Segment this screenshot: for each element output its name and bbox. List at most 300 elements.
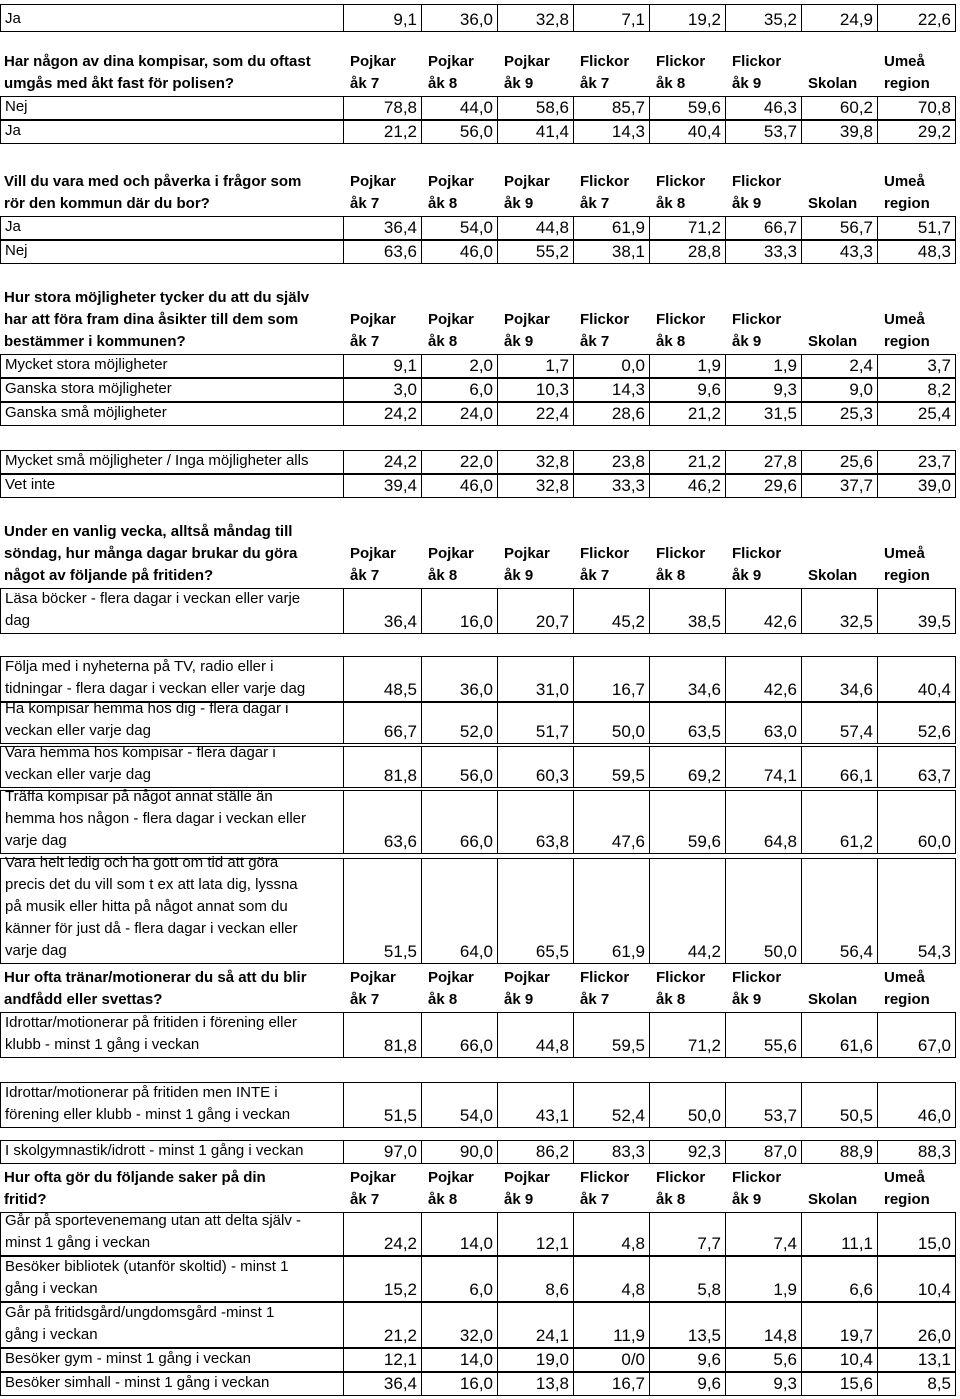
value-cell: 53,7 (726, 120, 802, 144)
value-cell: 44,8 (498, 216, 574, 240)
label-line: veckan eller varje dag (5, 766, 151, 783)
value-cell: 50,0 (574, 702, 650, 744)
table-row (0, 1082, 960, 1128)
value-cell: 56,4 (802, 858, 878, 964)
table-row (0, 790, 960, 854)
label-line: Vara helt ledig och ha gott om tid att göra (5, 854, 279, 871)
label-line: Träffa kompisar på något annat ställe än (5, 788, 273, 805)
column-header-line: Flickor (732, 545, 782, 562)
row-label (0, 4, 344, 32)
table-row (0, 1256, 960, 1302)
column-header-line: Flickor (732, 53, 782, 70)
column-header-line (808, 171, 878, 193)
value-cell: 67,0 (878, 1012, 956, 1058)
label-line: Ha kompisar hemma hos dig - flera dagar i (5, 700, 289, 717)
column-header (428, 48, 498, 96)
question-header-row (0, 48, 960, 96)
label-line: precis det du vill som t ex att lata dig, lyssna (5, 876, 298, 893)
table-row (0, 402, 960, 426)
column-header-line: Pojkar (504, 969, 550, 986)
column-header (656, 288, 726, 354)
column-header (504, 288, 574, 354)
column-header-line: Flickor (656, 311, 706, 328)
value-cell: 36,0 (422, 4, 498, 32)
value-cell: 56,7 (802, 216, 878, 240)
column-header (504, 170, 574, 216)
value-cell: 14,0 (422, 1212, 498, 1256)
column-header-line: region (884, 75, 930, 92)
column-header-line: åk 8 (428, 991, 458, 1008)
column-header-line: åk 9 (504, 195, 534, 212)
value-cell: 0/0 (574, 1348, 650, 1372)
label-line: Besöker bibliotek (utanför skoltid) - minst 1 (5, 1258, 289, 1275)
column-header-line: åk 7 (350, 567, 380, 584)
value-cell: 66,7 (726, 216, 802, 240)
column-header (656, 964, 726, 1012)
column-header (428, 964, 498, 1012)
value-cell: 36,0 (422, 656, 498, 702)
label-line: Vet inte (5, 476, 56, 493)
row-label (0, 216, 344, 240)
value-cell: 35,2 (726, 4, 802, 32)
value-cell: 48,3 (878, 240, 956, 264)
table-row (0, 702, 960, 744)
value-cell: 56,0 (422, 120, 498, 144)
column-header-line: åk 9 (732, 195, 762, 212)
column-header (884, 288, 956, 354)
value-cell: 24,2 (344, 402, 422, 426)
value-cell: 55,2 (498, 240, 574, 264)
label-line: Idrottar/motionerar på fritiden men INTE i (5, 1084, 278, 1101)
column-header (732, 48, 802, 96)
column-header-line: åk 8 (428, 1191, 458, 1208)
value-cell: 34,6 (802, 656, 878, 702)
value-cell: 27,8 (726, 450, 802, 474)
table-row (0, 450, 960, 474)
column-header (808, 170, 878, 216)
column-header-line: Flickor (580, 545, 630, 562)
column-header (808, 520, 878, 588)
value-cell: 16,7 (574, 1372, 650, 1396)
column-header-line (808, 51, 878, 73)
column-header (732, 170, 802, 216)
value-cell: 64,8 (726, 790, 802, 854)
value-cell: 6,0 (422, 378, 498, 402)
value-cell: 60,0 (878, 790, 956, 854)
column-header (656, 1164, 726, 1212)
column-header (580, 288, 650, 354)
value-cell: 61,2 (802, 790, 878, 854)
value-cell: 45,2 (574, 588, 650, 634)
column-header-line: Skolan (808, 195, 858, 212)
label-line: söndag, hur många dagar brukar du göra (4, 545, 298, 562)
value-cell: 21,2 (650, 450, 726, 474)
value-cell: 59,5 (574, 746, 650, 788)
column-header (350, 288, 422, 354)
value-cell: 26,0 (878, 1302, 956, 1348)
value-cell: 16,0 (422, 1372, 498, 1396)
value-cell: 2,4 (802, 354, 878, 378)
table-row (0, 96, 960, 120)
value-cell: 10,3 (498, 378, 574, 402)
column-header-line: åk 8 (428, 333, 458, 350)
value-cell: 13,8 (498, 1372, 574, 1396)
column-header-line: region (884, 333, 930, 350)
value-cell: 42,6 (726, 656, 802, 702)
table-row (0, 1302, 960, 1348)
table-row (0, 354, 960, 378)
value-cell: 6,6 (802, 1256, 878, 1302)
value-cell: 20,7 (498, 588, 574, 634)
value-cell: 4,8 (574, 1212, 650, 1256)
question-header-row (0, 1164, 960, 1212)
value-cell: 28,6 (574, 402, 650, 426)
row-label (0, 354, 344, 378)
value-cell: 43,1 (498, 1082, 574, 1128)
column-header (580, 1164, 650, 1212)
column-header-line: åk 8 (428, 195, 458, 212)
value-cell: 41,4 (498, 120, 574, 144)
value-cell: 63,7 (878, 746, 956, 788)
value-cell: 16,7 (574, 656, 650, 702)
value-cell: 15,0 (878, 1212, 956, 1256)
value-cell: 85,7 (574, 96, 650, 120)
label-line: har att föra fram dina åsikter till dem som (4, 311, 299, 328)
value-cell: 23,8 (574, 450, 650, 474)
value-cell: 46,2 (650, 474, 726, 498)
value-cell: 39,8 (802, 120, 878, 144)
value-cell: 43,3 (802, 240, 878, 264)
value-cell: 9,6 (650, 378, 726, 402)
column-header-line: Flickor (656, 1169, 706, 1186)
table-row (0, 854, 960, 964)
column-header-line: åk 7 (580, 75, 610, 92)
question-text (0, 48, 344, 96)
table-row (0, 120, 960, 144)
column-header (504, 48, 574, 96)
question-text (0, 1164, 344, 1212)
column-header-line: Pojkar (428, 1169, 474, 1186)
value-cell: 19,2 (650, 4, 726, 32)
column-header-line: åk 7 (580, 195, 610, 212)
value-cell: 78,8 (344, 96, 422, 120)
column-header (504, 520, 574, 588)
label-line: Mycket stora möjligheter (5, 356, 168, 373)
value-cell: 57,4 (802, 702, 878, 744)
table-row (0, 1012, 960, 1058)
value-cell: 90,0 (422, 1140, 498, 1164)
value-cell: 8,2 (878, 378, 956, 402)
question-text (0, 288, 344, 354)
value-cell: 14,0 (422, 1348, 498, 1372)
value-cell: 50,0 (726, 858, 802, 964)
table-row (0, 240, 960, 264)
column-header (732, 288, 802, 354)
label-line: Nej (5, 98, 28, 115)
column-header-line: Umeå (884, 53, 925, 70)
value-cell: 54,0 (422, 216, 498, 240)
label-line: rör den kommun där du bor? (4, 195, 210, 212)
column-header-line: åk 7 (580, 991, 610, 1008)
label-line: andfådd eller svettas? (4, 991, 163, 1008)
value-cell: 32,0 (422, 1302, 498, 1348)
value-cell: 52,0 (422, 702, 498, 744)
column-header (884, 964, 956, 1012)
label-line: Ganska stora möjligheter (5, 380, 172, 397)
column-header-line: åk 7 (350, 75, 380, 92)
label-line: gång i veckan (5, 1326, 98, 1343)
value-cell: 19,7 (802, 1302, 878, 1348)
table-row (0, 1140, 960, 1164)
question-header-row (0, 170, 960, 216)
value-cell: 66,7 (344, 702, 422, 744)
label-line: Ja (5, 122, 21, 139)
column-header (656, 48, 726, 96)
row-label (0, 790, 344, 854)
value-cell: 28,8 (650, 240, 726, 264)
row-label (0, 120, 344, 144)
column-header (884, 520, 956, 588)
label-line: varje dag (5, 942, 67, 959)
value-cell: 60,2 (802, 96, 878, 120)
value-cell: 13,5 (650, 1302, 726, 1348)
label-line: fritid? (4, 1191, 47, 1208)
label-line: Ganska små möjligheter (5, 404, 167, 421)
column-header-line: åk 8 (656, 333, 686, 350)
row-label (0, 702, 344, 744)
column-header-line: Pojkar (428, 311, 474, 328)
column-header-line (808, 967, 878, 989)
value-cell: 44,0 (422, 96, 498, 120)
row-label (0, 854, 344, 964)
value-cell: 54,3 (878, 858, 956, 964)
table-row (0, 1348, 960, 1372)
value-cell: 2,0 (422, 354, 498, 378)
question-header-row (0, 288, 960, 354)
label-line: Ja (5, 10, 21, 27)
value-cell: 52,4 (574, 1082, 650, 1128)
column-header (504, 964, 574, 1012)
column-header-line: Flickor (656, 969, 706, 986)
row-label (0, 1212, 344, 1256)
table-row (0, 588, 960, 634)
value-cell: 12,1 (344, 1348, 422, 1372)
value-cell: 21,2 (344, 120, 422, 144)
column-header-line: åk 8 (656, 567, 686, 584)
value-cell: 40,4 (878, 656, 956, 702)
value-cell: 33,3 (726, 240, 802, 264)
value-cell: 9,3 (726, 1372, 802, 1396)
value-cell: 44,2 (650, 858, 726, 964)
value-cell: 51,5 (344, 858, 422, 964)
value-cell: 51,7 (498, 702, 574, 744)
column-header-line: Flickor (656, 545, 706, 562)
value-cell: 14,8 (726, 1302, 802, 1348)
column-header (808, 48, 878, 96)
value-cell: 1,9 (726, 354, 802, 378)
column-header-line: Pojkar (428, 53, 474, 70)
column-header (656, 170, 726, 216)
value-cell: 11,1 (802, 1212, 878, 1256)
column-header-line: Pojkar (350, 969, 396, 986)
column-header-line: åk 7 (350, 333, 380, 350)
value-cell: 22,4 (498, 402, 574, 426)
value-cell: 24,9 (802, 4, 878, 32)
value-cell: 61,6 (802, 1012, 878, 1058)
value-cell: 33,3 (574, 474, 650, 498)
column-header-line: Umeå (884, 545, 925, 562)
value-cell: 63,6 (344, 790, 422, 854)
value-cell: 61,9 (574, 216, 650, 240)
value-cell: 55,6 (726, 1012, 802, 1058)
column-header-line: Skolan (808, 333, 858, 350)
value-cell: 21,2 (650, 402, 726, 426)
label-line: Nej (5, 242, 28, 259)
column-header-line: Pojkar (428, 545, 474, 562)
column-header-line: åk 7 (350, 1191, 380, 1208)
table-row (0, 1372, 960, 1396)
value-cell: 59,6 (650, 790, 726, 854)
row-label (0, 656, 344, 702)
column-header-line: Flickor (732, 311, 782, 328)
column-header-line (808, 543, 878, 565)
column-header-line: Flickor (732, 173, 782, 190)
value-cell: 22,0 (422, 450, 498, 474)
value-cell: 1,9 (726, 1256, 802, 1302)
column-header-line: Pojkar (350, 1169, 396, 1186)
column-header-line: Skolan (808, 567, 858, 584)
column-header-line: Skolan (808, 1191, 858, 1208)
column-header-line: åk 9 (732, 75, 762, 92)
value-cell: 44,8 (498, 1012, 574, 1058)
row-label (0, 402, 344, 426)
value-cell: 32,5 (802, 588, 878, 634)
column-header (808, 288, 878, 354)
value-cell: 14,3 (574, 378, 650, 402)
value-cell: 81,8 (344, 746, 422, 788)
value-cell: 9,1 (344, 354, 422, 378)
row-label (0, 1348, 344, 1372)
row-label (0, 1302, 344, 1348)
value-cell: 51,7 (878, 216, 956, 240)
value-cell: 61,9 (574, 858, 650, 964)
label-line: minst 1 gång i veckan (5, 1234, 151, 1251)
column-header (580, 964, 650, 1012)
value-cell: 23,7 (878, 450, 956, 474)
column-header-line: Flickor (580, 53, 630, 70)
column-header-line: åk 9 (504, 567, 534, 584)
question-text (0, 170, 344, 216)
row-label (0, 1082, 344, 1128)
column-header (580, 48, 650, 96)
table-row (0, 746, 960, 788)
column-header-line: åk 9 (504, 333, 534, 350)
value-cell: 66,1 (802, 746, 878, 788)
value-cell: 66,0 (422, 790, 498, 854)
value-cell: 25,6 (802, 450, 878, 474)
label-line: gång i veckan (5, 1280, 98, 1297)
value-cell: 15,2 (344, 1256, 422, 1302)
column-header-line: region (884, 567, 930, 584)
column-header-line: Flickor (656, 53, 706, 70)
column-header-line: åk 9 (504, 1191, 534, 1208)
value-cell: 58,6 (498, 96, 574, 120)
value-cell: 87,0 (726, 1140, 802, 1164)
value-cell: 74,1 (726, 746, 802, 788)
column-header (428, 520, 498, 588)
column-header-line: Pojkar (504, 1169, 550, 1186)
column-header (350, 520, 422, 588)
column-header (428, 288, 498, 354)
label-line: Under en vanlig vecka, alltså måndag till (4, 523, 293, 540)
value-cell: 65,5 (498, 858, 574, 964)
value-cell: 36,4 (344, 216, 422, 240)
value-cell: 97,0 (344, 1140, 422, 1164)
value-cell: 51,5 (344, 1082, 422, 1128)
value-cell: 47,6 (574, 790, 650, 854)
column-header-line: åk 9 (732, 333, 762, 350)
column-header (884, 48, 956, 96)
column-header (428, 170, 498, 216)
label-line: umgås med åkt fast för polisen? (4, 75, 235, 92)
column-header-line (808, 1167, 878, 1189)
column-header-line: Pojkar (504, 53, 550, 70)
value-cell: 9,6 (650, 1372, 726, 1396)
row-label (0, 378, 344, 402)
value-cell: 14,3 (574, 120, 650, 144)
value-cell: 39,5 (878, 588, 956, 634)
column-header-line: region (884, 1191, 930, 1208)
label-line: Vill du vara med och påverka i frågor som (4, 173, 302, 190)
value-cell: 6,0 (422, 1256, 498, 1302)
value-cell: 31,5 (726, 402, 802, 426)
table-row (0, 656, 960, 702)
value-cell: 83,3 (574, 1140, 650, 1164)
value-cell: 9,3 (726, 378, 802, 402)
label-line: Ja (5, 218, 21, 235)
column-header-line: Pojkar (504, 311, 550, 328)
value-cell: 24,1 (498, 1302, 574, 1348)
column-header (884, 1164, 956, 1212)
value-cell: 38,1 (574, 240, 650, 264)
column-header-line: åk 8 (428, 75, 458, 92)
column-header-line: Umeå (884, 311, 925, 328)
label-line: I skolgymnastik/idrott - minst 1 gång i veckan (5, 1142, 304, 1159)
column-header-line: åk 8 (656, 75, 686, 92)
column-header-line: åk 9 (732, 1191, 762, 1208)
value-cell: 66,0 (422, 1012, 498, 1058)
value-cell: 54,0 (422, 1082, 498, 1128)
label-line: veckan eller varje dag (5, 722, 151, 739)
column-header-line: Umeå (884, 173, 925, 190)
column-header-line: Umeå (884, 969, 925, 986)
question-header-row (0, 520, 960, 588)
value-cell: 63,0 (726, 702, 802, 744)
question-text (0, 520, 344, 588)
label-line: bestämmer i kommunen? (4, 333, 186, 350)
value-cell: 32,8 (498, 450, 574, 474)
value-cell: 10,4 (802, 1348, 878, 1372)
value-cell: 88,3 (878, 1140, 956, 1164)
row-label (0, 588, 344, 634)
value-cell: 38,5 (650, 588, 726, 634)
column-header-line: åk 7 (350, 991, 380, 1008)
value-cell: 42,6 (726, 588, 802, 634)
column-header-line: Flickor (656, 173, 706, 190)
column-header-line: Flickor (580, 173, 630, 190)
value-cell: 11,9 (574, 1302, 650, 1348)
row-label (0, 240, 344, 264)
